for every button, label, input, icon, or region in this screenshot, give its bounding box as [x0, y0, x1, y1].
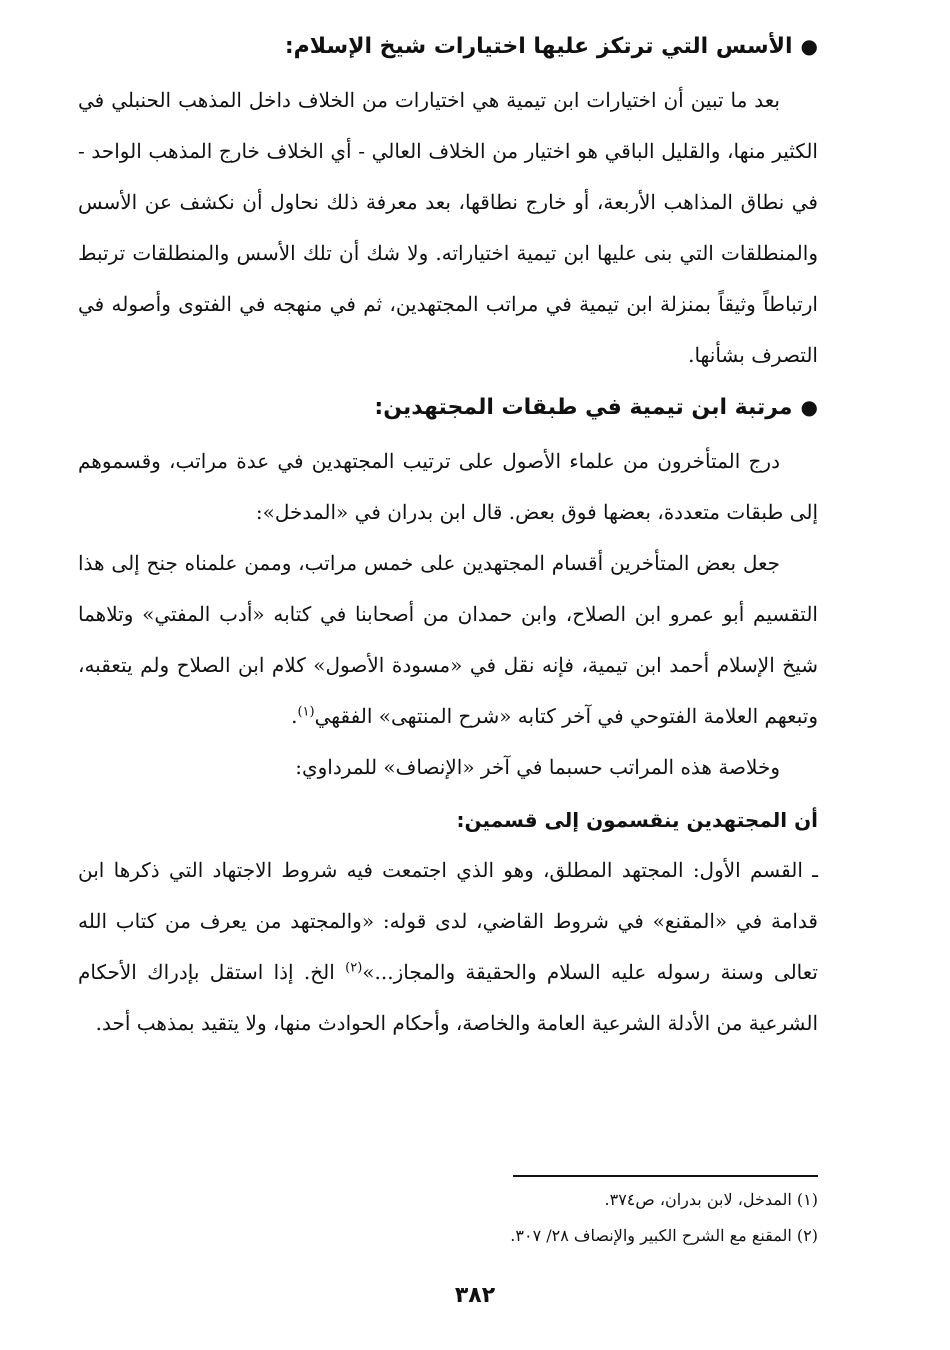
quote-text: جعل بعض المتأخرين أقسام المجتهدين على خمس مراتب، وممن علمناه جنح إلى هذا التقسيم أبو عمرو ابن الصلاح، وابن حمدان من أصحابنا في كتابه «أدب المفتي» وتلاهما شيخ الإسلام أحمد ابن تيمية، فإنه نقل في «مسودة الأصول» كلام ابن الصلاح ولم يتعقبه، وتبعهم العلامة الفتوحي في آخر كتابه «شرح المنتهى» الفقهي — [78, 551, 818, 728]
bullet-icon: ● — [800, 34, 818, 58]
section-heading-foundations-text: الأسس التي ترتكز عليها اختيارات شيخ الإسلام: — [284, 34, 793, 59]
footnote-2: (٢) المقنع مع الشرح الكبير والإنصاف ٢٨/ ٣٠٧. — [510, 1226, 818, 1245]
footnote-divider — [513, 1175, 818, 1177]
section-heading-rank — [78, 387, 818, 428]
page-number: ٣٨٢ — [454, 1283, 496, 1308]
quote-end: . — [291, 704, 298, 728]
division-heading: أن المجتهدين ينقسمون إلى قسمين: — [456, 808, 818, 832]
paragraph-quote — [78, 538, 818, 742]
paragraph-ranks-intro: درج المتأخرون من علماء الأصول على ترتيب المجتهدين في عدة مراتب، وقسموهم إلى طبقات متعددة، بعضها فوق بعض. قال ابن بدران في «المدخل»: — [78, 449, 818, 524]
part-one-rest: الخ. إذا استقل بإدراك الأحكام الشرعية من الأدلة الشرعية العامة والخاصة، وأحكام الحوادث منها، ولا يتقيد بمذهب أحد. — [78, 960, 818, 1035]
paragraph-foundations: بعد ما تبين أن اختيارات ابن تيمية هي اختيارات من الخلاف داخل المذهب الحنبلي في الكثير منها، والقليل الباقي هو اختيار من الخلاف العالي - أي الخلاف خارج المذهب الواحد - في نطاق المذاهب الأربعة، أو خارج نطاقها، بعد معرفة ذلك نحاول أن نكشف عن الأسس والمنطلقات التي بنى عليها ابن تيمية اختياراته. ولا شك أن تلك الأسس والمنطلقات ترتبط ارتباطاً وثيقاً بمنزلة ابن تيمية في مراتب المجتهدين، ثم في منهجه في الفتوى وأصوله في التصرف بشأنها. — [78, 88, 818, 367]
section-heading-foundations — [78, 26, 818, 67]
footnote-ref-1: (١) — [297, 704, 315, 720]
page-body — [78, 26, 818, 1049]
paragraph-summary: وخلاصة هذه المراتب حسبما في آخر «الإنصاف» للمرداوي: — [295, 755, 780, 779]
footnote-ref-2: (٢) — [345, 960, 363, 976]
section-heading-rank-text: مرتبة ابن تيمية في طبقات المجتهدين: — [374, 395, 793, 420]
footnote-1: (١) المدخل، لابن بدران، ص٣٧٤. — [604, 1190, 818, 1209]
paragraph-part-one — [78, 845, 818, 1049]
footnotes — [118, 1182, 818, 1254]
part-one-text: ـ القسم الأول: المجتهد المطلق، وهو الذي اجتمعت فيه شروط الاجتهاد التي ذكرها ابن قدامة في «المقنع» في شروط القاضي، لدى قوله: «والمجتهد من يعرف من كتاب الله تعالى وسنة رسوله عليه السلام والحقيقة والمجاز...» — [78, 858, 818, 984]
bullet-icon: ● — [800, 395, 818, 419]
